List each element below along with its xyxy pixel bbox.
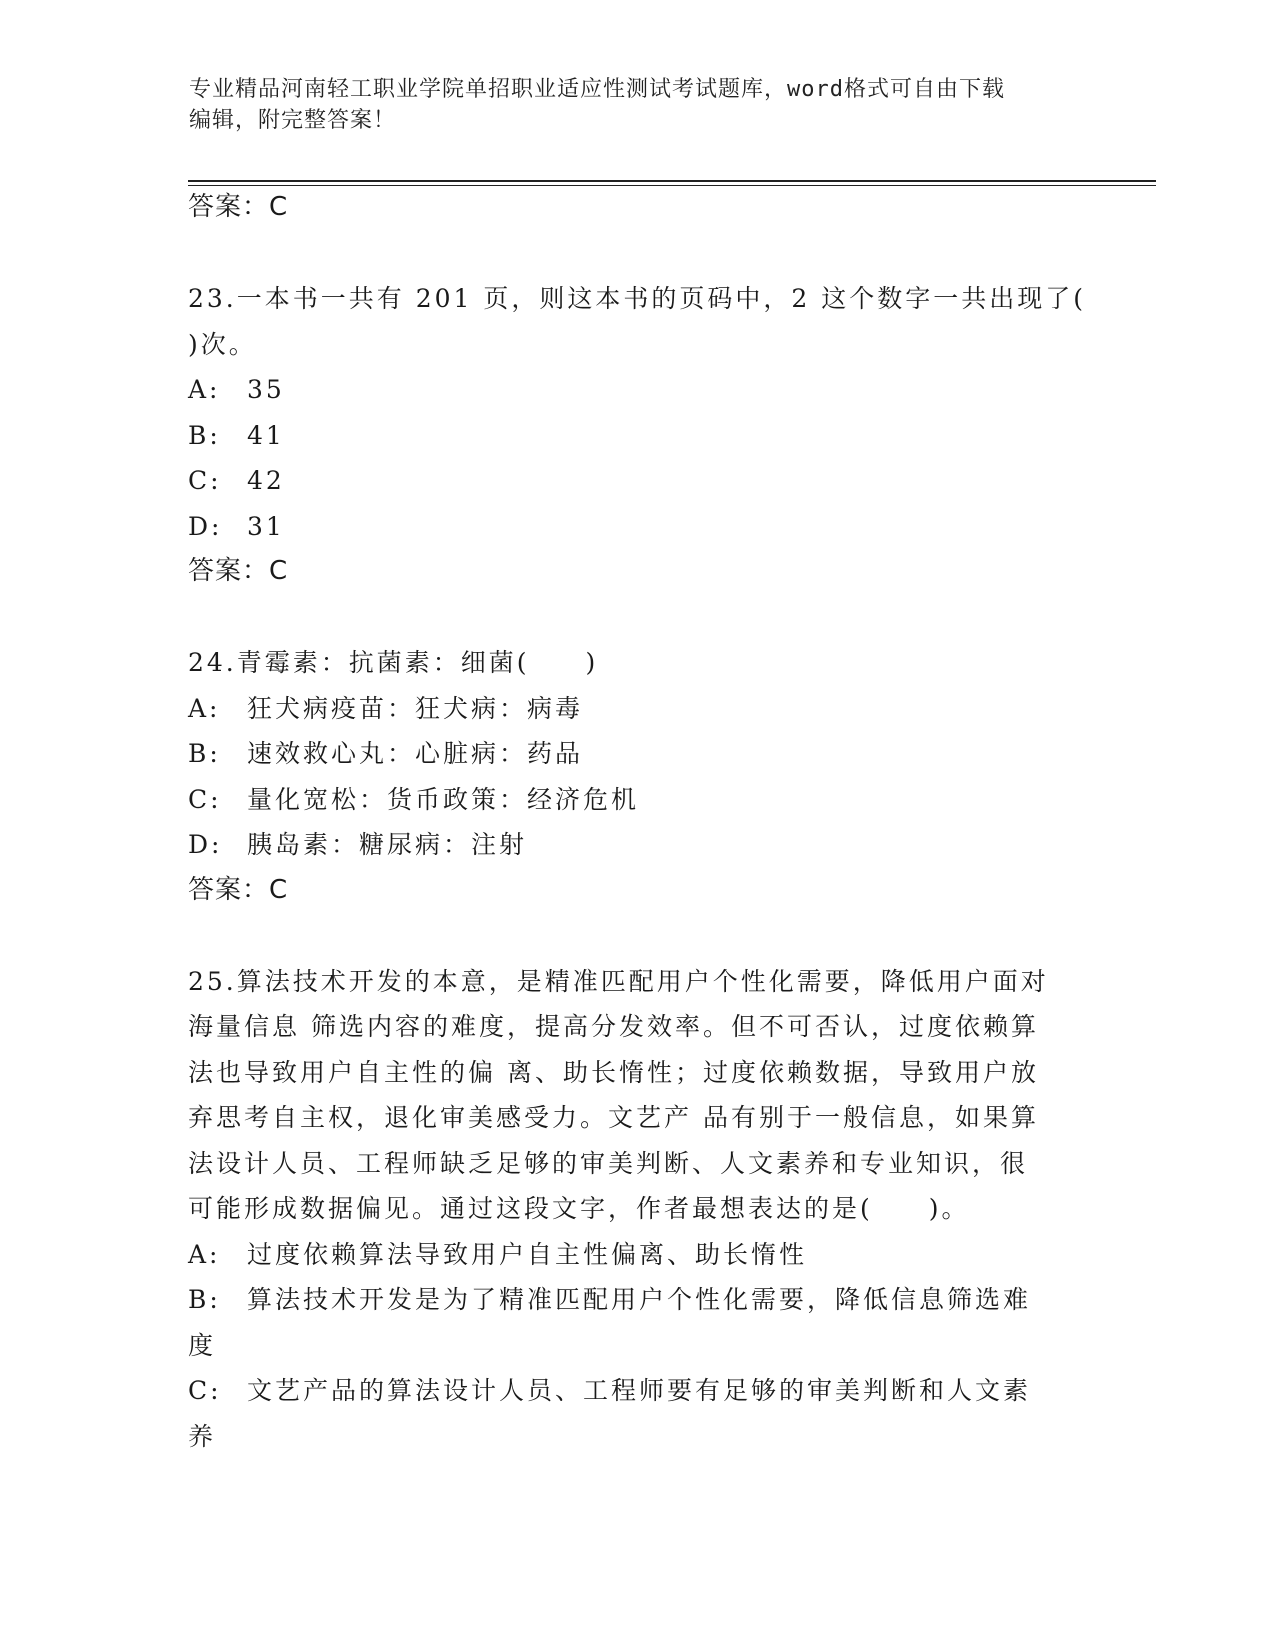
question-text: 可能形成数据偏见。通过这段文字，作者最想表达的是( )。 bbox=[188, 1194, 970, 1223]
option-c-continuation: 养 bbox=[188, 1421, 217, 1451]
answer-line: 答案：C bbox=[188, 874, 289, 905]
option-text: 速效救心丸：心脏病：药品 bbox=[247, 739, 584, 768]
option-b bbox=[188, 731, 1088, 777]
option-letter: A: bbox=[188, 1239, 221, 1269]
option-letter: C: bbox=[188, 784, 222, 814]
option-letter: D: bbox=[188, 511, 223, 541]
option-b bbox=[188, 413, 1088, 459]
question-text: 法设计人员、工程师缺乏足够的审美判断、人文素养和专业知识，很 bbox=[188, 1148, 1029, 1178]
option-text: 过度依赖算法导致用户自主性偏离、助长惰性 bbox=[247, 1239, 808, 1269]
option-c bbox=[188, 777, 1088, 823]
option-a bbox=[188, 686, 1088, 732]
question-25 bbox=[188, 959, 1088, 1460]
page-header bbox=[189, 74, 1069, 136]
option-text: 量化宽松：货币政策：经济危机 bbox=[247, 784, 640, 814]
option-letter: C: bbox=[188, 1376, 222, 1405]
question-text: )次。 bbox=[188, 329, 257, 359]
option-text: 文艺产品的算法设计人员、工程师要有足够的审美判断和人文素 bbox=[247, 1376, 1032, 1405]
question-text: 24.青霉素：抗菌素：细菌( ) bbox=[188, 648, 599, 677]
option-c bbox=[188, 458, 1088, 504]
option-d bbox=[188, 504, 1088, 550]
option-a bbox=[188, 1232, 1088, 1278]
page-content bbox=[188, 185, 1088, 1459]
header-line-1: 专业精品河南轻工职业学院单招职业适应性测试考试题库，word格式可自由下载 bbox=[189, 77, 1005, 102]
option-letter: A: bbox=[188, 693, 221, 723]
question-23 bbox=[188, 276, 1088, 595]
option-text: 狂犬病疫苗：狂犬病：病毒 bbox=[247, 693, 584, 723]
question-text: 弃思考自主权，退化审美感受力。文艺产 品有别于一般信息，如果算 bbox=[188, 1103, 1039, 1132]
option-b-continuation: 度 bbox=[188, 1330, 217, 1360]
option-text: 算法技术开发是为了精准匹配用户个性化需要，降低信息筛选难 bbox=[247, 1285, 1032, 1314]
option-letter: C: bbox=[188, 466, 222, 495]
question-text: 法也导致用户自主性的偏 离、助长惰性；过度依赖数据，导致用户放 bbox=[188, 1057, 1039, 1087]
header-rule bbox=[188, 180, 1156, 182]
answer-line: 答案：C bbox=[188, 556, 289, 586]
option-b bbox=[188, 1277, 1088, 1323]
option-c bbox=[188, 1368, 1088, 1414]
option-a bbox=[188, 367, 1088, 413]
question-text: 23.一本书一共有 201 页，则这本书的页码中，2 这个数字一共出现了( bbox=[188, 284, 1086, 313]
header-line-2: 编辑，附完整答案！ bbox=[189, 108, 397, 133]
option-letter: B: bbox=[188, 420, 221, 450]
option-letter: D: bbox=[188, 830, 223, 859]
question-text: 海量信息 筛选内容的难度，提高分发效率。但不可否认，过度依赖算 bbox=[188, 1012, 1039, 1041]
option-d bbox=[188, 822, 1088, 868]
question-24 bbox=[188, 640, 1088, 913]
option-text: 胰岛素：糖尿病：注射 bbox=[247, 830, 528, 859]
option-text: 41 bbox=[247, 420, 285, 450]
option-text: 31 bbox=[247, 511, 285, 541]
question-text: 25.算法技术开发的本意，是精准匹配用户个性化需要，降低用户面对 bbox=[188, 966, 1049, 996]
option-text: 42 bbox=[247, 466, 285, 495]
option-text: 35 bbox=[247, 375, 285, 404]
answer-line: 答案：C bbox=[188, 192, 289, 222]
option-letter: B: bbox=[188, 1285, 221, 1314]
option-letter: A: bbox=[188, 375, 221, 404]
option-letter: B: bbox=[188, 739, 221, 768]
